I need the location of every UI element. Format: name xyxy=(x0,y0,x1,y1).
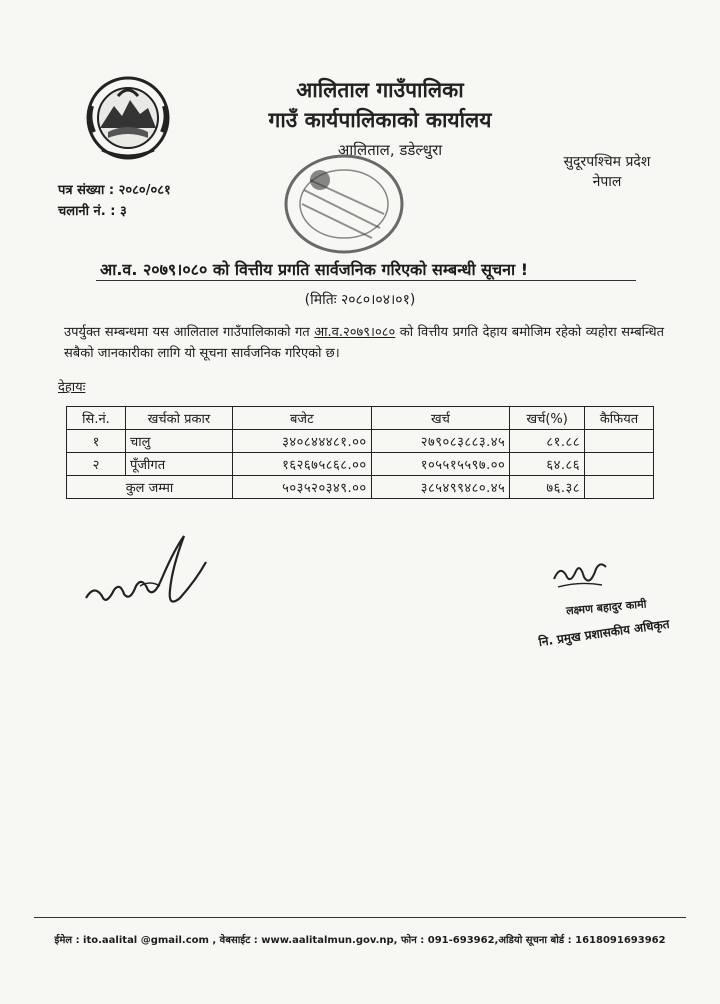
table-row xyxy=(67,453,654,476)
dispatch-number-label: चलानी नं. : xyxy=(58,204,116,219)
total-percent: ७६.३८ xyxy=(510,476,585,499)
table-header-row xyxy=(67,407,654,430)
row-remarks xyxy=(585,430,654,453)
notice-date: (मितिः २०८०।०४।०१) xyxy=(304,292,416,308)
notice-subject: आ.व. २०७९।०८० को वित्तीय प्रगति सार्वजनिक गरिएको सम्बन्धी सूचना ! xyxy=(100,260,529,279)
details-label: देहायः xyxy=(58,380,86,395)
notice-body xyxy=(64,322,664,364)
signatory-name: लक्ष्मण बहादुर कामी xyxy=(565,597,647,618)
letter-number-label: पत्र संख्या : xyxy=(58,183,115,198)
header-serial: सि.नं. xyxy=(67,407,126,430)
total-label: कुल जम्मा xyxy=(67,476,233,499)
handwritten-signature-right-icon xyxy=(550,555,610,593)
row-expense: १०५५१५५९७.०० xyxy=(371,453,510,476)
total-remarks xyxy=(585,476,654,499)
office-address: आलिताल, डडेल्धुरा xyxy=(337,141,443,159)
table-total-row xyxy=(67,476,654,499)
header-percent: खर्च(%) xyxy=(510,407,585,430)
body-fiscal-year: आ.व.२०७९।०८० xyxy=(314,325,396,340)
country-name: नेपाल xyxy=(592,174,622,190)
body-part-1: उपर्युक्त सम्बन्धमा यस आलिताल गाउँपालिकाको गत xyxy=(64,325,315,340)
row-budget: १६२६७५८६८.०० xyxy=(233,453,372,476)
municipality-name: आलिताल गाउँपालिका xyxy=(296,78,464,102)
handwritten-signature-left-icon xyxy=(80,528,210,618)
table-row xyxy=(67,430,654,453)
dispatch-number xyxy=(58,201,171,222)
financial-progress-table xyxy=(66,406,654,499)
letter-number-value: २०८०/०८१ xyxy=(118,183,171,198)
footer-divider xyxy=(34,917,686,918)
contact-footer: ईमेल : ito.aalital @gmail.com , वेबसाईट : www.aalitalmun.gov.np, फोन : 091-693962,अडियो सूचना बोर्ड : 1618091693962 xyxy=(54,935,666,946)
total-budget: ५०३५२०३४९.०० xyxy=(233,476,372,499)
row-budget: ३४०८४४४८१.०० xyxy=(233,430,372,453)
row-remarks xyxy=(585,453,654,476)
office-name: गाउँ कार्यपालिकाको कार्यालय xyxy=(268,108,492,132)
header-budget: बजेट xyxy=(233,407,372,430)
row-percent: ६४.८६ xyxy=(510,453,585,476)
province-name: सुदूरपश्चिम प्रदेश xyxy=(563,154,651,170)
province-block xyxy=(548,152,666,192)
signatory-title: नि. प्रमुख प्रशासकीय अधिकृत xyxy=(537,616,671,650)
letter-number xyxy=(58,180,171,201)
row-serial: २ xyxy=(67,453,126,476)
reference-block xyxy=(58,180,171,222)
row-type: चालु xyxy=(126,430,233,453)
total-expense: ३८५४९९४८०.४५ xyxy=(371,476,510,499)
subject-underline xyxy=(96,280,636,281)
header-expense: खर्च xyxy=(371,407,510,430)
row-percent: ८१.८८ xyxy=(510,430,585,453)
row-expense: २७९०८३८८३.४५ xyxy=(371,430,510,453)
header-expense-type: खर्चको प्रकार xyxy=(126,407,233,430)
row-type: पूँजीगत xyxy=(126,453,233,476)
body-part-2: को वित्तीय प्रगति देहाय बमोजिम रहेको व्यहोरा सम्बन्धित सबैको जानकारीका लागि यो सूचना सार्वजनिक गरिएको छ। xyxy=(64,325,664,361)
row-serial: १ xyxy=(67,430,126,453)
dispatch-number-value: ३ xyxy=(119,204,127,219)
office-stamp-icon xyxy=(280,150,408,258)
header-remarks: कैफियत xyxy=(585,407,654,430)
